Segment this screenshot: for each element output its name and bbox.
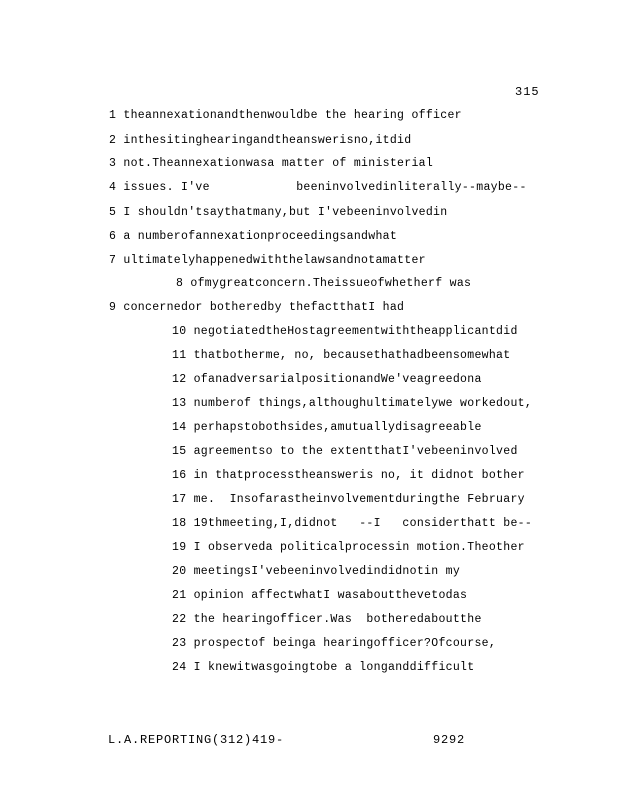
transcript-line: 19 I observeda politicalprocessin motion.Theother (172, 541, 525, 554)
footer-phone-suffix: 9292 (433, 733, 466, 747)
transcript-line: 10 negotiatedtheHostagreementwiththeapplicantdid (172, 325, 518, 338)
transcript-line: 4 issues. I've beeninvolvedinliterally--maybe-- (109, 181, 527, 194)
transcript-line: 17 me. Insofarastheinvolvementduringthe February (172, 493, 525, 506)
transcript-line: 5 I shouldn'tsaythatmany,but I'vebeeninvolvedin (109, 206, 448, 219)
transcript-line: 15 agreementso to the extentthatI'vebeeninvolved (172, 445, 518, 458)
footer-reporter: L.A.REPORTING(312)419- (108, 733, 285, 747)
transcript-line: 12 ofanadversarialpositionandWe'veagreedona (172, 373, 482, 386)
transcript-line: 3 not.Theannexationwasa matter of ministerial (109, 157, 434, 170)
transcript-line: 20 meetingsI'vebeeninvolvedindidnotin my (172, 565, 461, 578)
transcript-line: 1 theannexationandthenwouldbe the hearing officer (109, 109, 462, 122)
transcript-line: 13 numberof things,althoughultimatelywe workedout, (172, 397, 533, 410)
transcript-line: 11 thatbotherme, no, becausethathadbeensomewhat (172, 349, 511, 362)
transcript-line: 14 perhapstobothsides,amutuallydisagreeable (172, 421, 482, 434)
transcript-line: 18 19thmeeting,I,didnot --I considerthatt be-- (172, 517, 533, 530)
transcript-line: 8 ofmygreatconcern.Theissueofwhetherf was (176, 277, 472, 290)
transcript-line: 2 inthesitinghearingandtheanswerisno,itdid (109, 134, 412, 147)
transcript-line: 22 the hearingofficer.Was botheredaboutthe (172, 613, 482, 626)
transcript-line: 16 in thatprocesstheansweris no, it didnot bother (172, 469, 525, 482)
page-number: 315 (515, 85, 540, 99)
transcript-line: 21 opinion affectwhatI wasaboutthevetodas (172, 589, 468, 602)
transcript-line: 24 I knewitwasgoingtobe a longanddifficult (172, 661, 475, 674)
transcript-line: 9 concernedor botheredby thefactthatI had (109, 301, 405, 314)
transcript-line: 23 prospectof beinga hearingofficer?Ofcourse, (172, 637, 497, 650)
transcript-line: 6 a numberofannexationproceedingsandwhat (109, 230, 398, 243)
transcript-line: 7 ultimatelyhappenedwiththelawsandnotamatter (109, 254, 426, 267)
